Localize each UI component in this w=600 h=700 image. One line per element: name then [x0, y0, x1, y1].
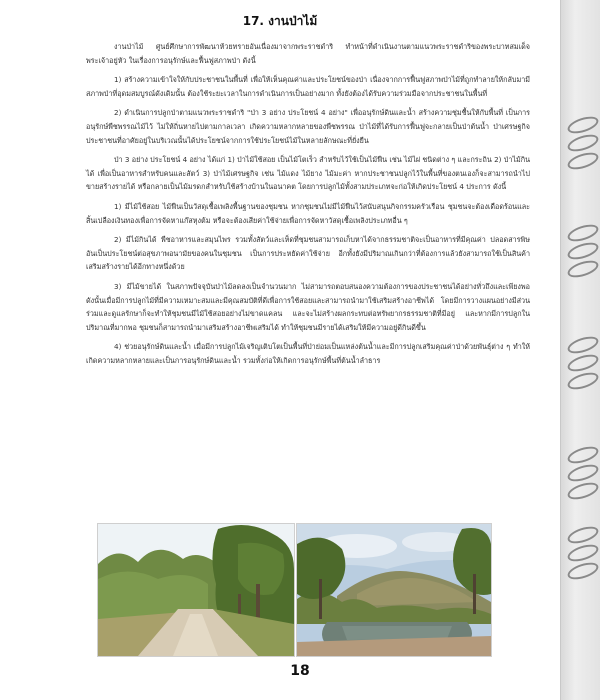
paragraph-benefit-1: 1) มีไม้ใช้สอย ไม้ฟืนเป็นวัสดุเชื้อเพลิงพื้นฐานของชุมชน หากชุมชนไม่มีไม้ฟืนไว้สนับสนุนกิจกรรมครัวเรือน ชุมชนจะต้องเดือดร้อนและสิ้นเปลืองเงินทองเพื่อการจัดหาแก๊สหุงต้ม หรือจะต้องเสียค่าใช้จ่ายเพื่อการจัดหาวัสดุเชื้อเพลิงประเภทอื่น ๆ	[86, 201, 530, 225]
paragraph-three-forests: ป่า 3 อย่าง ประโยชน์ 4 อย่าง ได้แก่ 1) ป่าไม้ใช้สอย เป็นไม้โตเร็ว สำหรับไว้ใช้เป็นไม้ฟืน เช่น ไม้ไผ่ ชนิดต่าง ๆ และกระถิน 2) ป่าไม้กินได้ เพื่อเป็นอาหารสำหรับคนและสัตว์ 3) ป่าไม้เศรษฐกิจ เช่น ไม้แดง ไม้ยาง ไม้มะค่า หากประชาชนปลูกไว้ในพื้นที่ของตนเองก็จะสามารถนำไปขายสร้างรายได้ หรือกลายเป็นไม้มรดกสำหรับใช้สร้างบ้านในอนาคต โดยการปลูกไม้ทั้งสามประเภทจะก่อให้เกิดประโยชน์ 4 ประการ ดังนี้	[86, 155, 530, 192]
forest-road-photo-image	[98, 524, 294, 656]
paragraph-benefit-3: 3) มีไม้ขายได้ ในสภาพปัจจุบันป่าไม้ลดลงเป็นจำนวนมาก ไม่สามารถตอบสนองความต้องการของประชาชนได้อย่างทั่วถึงและเพียงพอ ดังนั้นเมื่อมีการปลูกไม้ที่มีความเหมาะสมและมีคุณสมบัติที่ดีเพื่อการใช้สอยและสามารถนำมาใช้เสริมสร้างอาชีพได้ โดยมีการวางแผนอย่างมีส่วนร่วมและดูแลรักษาก็จะทำให้ชุมชนมีไม้ใช้สอยอย่างไม่ขาดแคลน และจะไม่สร้างผลกระทบต่อทรัพยากรธรรมชาติที่มีอยู่ และหากมีการปลูกในปริมาณที่มากพอ ชุมชนก็สามารถนำมาเสริมสร้างอาชีพเสริมได้ ทำให้ชุมชนมีรายได้เสริมให้มีความอยู่ดีกินดีขึ้น	[86, 281, 530, 332]
binder-ring-icon	[566, 333, 600, 356]
binder-ring-icon	[566, 221, 600, 244]
page-number: 18	[290, 663, 310, 679]
binder-ring-icon	[566, 479, 600, 502]
body-text	[86, 40, 530, 373]
paragraph-benefit-4: 4) ช่วยอนุรักษ์ดินและน้ำ เมื่อมีการปลูกไม้เจริญเติบโตเป็นพื้นที่ป่าย่อมเป็นแหล่งต้นน้ำและมีการปลูกเสริมคุณค่าป่าด้วยพันธุ์ต่าง ๆ ทำให้เกิดความหลากหลายและเป็นการอนุรักษ์ดินและน้ำ รวมทั้งก่อให้เกิดการอนุรักษ์พื้นที่ต้นน้ำลำธาร	[86, 342, 530, 365]
binder-ring-icon	[566, 443, 600, 466]
paragraph-item-1: 1) สร้างความเข้าใจให้กับประชาชนในพื้นที่ เพื่อให้เห็นคุณค่าและประโยชน์ของป่า เนื่องจากการฟื้นฟูสภาพป่าไม้ที่ถูกทำลายให้กลับมามีสภาพป่าที่อุดมสมบูรณ์ดังเดิมนั้น ต้องใช้ระยะเวลาในการดำเนินการเป็นอย่างมาก ทั้งยังต้องได้รับความร่วมมือจากประชาชนในพื้นที่	[86, 75, 530, 98]
binder-ring-icon	[566, 113, 600, 136]
binder-spine	[560, 0, 600, 700]
forest-road-photo	[97, 523, 295, 657]
binder-ring-icon	[566, 257, 600, 280]
paragraph-item-2: 2) ดำเนินการปลูกป่าตามแนวพระราชดำริ "ป่า 3 อย่าง ประโยชน์ 4 อย่าง" เพื่ออนุรักษ์ดินและน้ำ สร้างความชุ่มชื้นให้กับพื้นที่ เป็นการอนุรักษ์พืชพรรณไม้ไว้ ไม่ให้ถิ่นหายไปตามกาลเวลา เกิดความหลากหลายของพืชพรรณ ป่าไม้ที่ได้รับการฟื้นฟูจะกลายเป็นป่าต้นน้ำ ป่าเศรษฐกิจ ประชาชนที่อาศัยอยู่ในบริเวณนั้นได้ประโยชน์จากการใช้ประโยชน์ไม้ในหลายลักษณะที่ยั่งยืน	[86, 108, 530, 145]
binder-ring-icon	[566, 149, 600, 172]
binder-ring-icon	[566, 369, 600, 392]
hill-pond-photo-image	[297, 524, 491, 656]
page-title: 17. งานป่าไม้	[242, 14, 318, 28]
binder-ring-icon	[566, 541, 600, 564]
binder-ring-icon	[566, 131, 600, 154]
hill-pond-photo	[296, 523, 492, 657]
binder-ring-icon	[566, 351, 600, 374]
binder-ring-icon	[566, 239, 600, 262]
binder-ring-icon	[566, 523, 600, 546]
binder-ring-icon	[566, 461, 600, 484]
binder-ring-icon	[566, 559, 600, 582]
paragraph-benefit-2: 2) มีไม้กินได้ พืชอาหารและสมุนไพร รวมทั้งสัตว์และเห็ดที่ชุมชนสามารถเก็บหาได้จากธรรมชาติจะเป็นอาหารที่มีคุณค่า ปลอดสารพิษ อันเป็นประโยชน์ต่อสุขภาพอนามัยของคนในชุมชน เป็นการประหยัดค่าใช้จ่าย อีกทั้งยังมีปริมาณเกินกว่าที่ต้องการแล้วยังสามารถใช้เป็นสินค้าเสริมสร้างรายได้อีกทางหนึ่งด้วย	[86, 235, 530, 272]
paragraph-intro: งานป่าไม้ ศูนย์ศึกษาการพัฒนาห้วยทรายอันเนื่องมาจากพระราชดำริ ทำหน้าที่ดำเนินงานตามแนวพระราชดำริของพระบาทสมเด็จพระเจ้าอยู่หัว ในเรื่องการอนุรักษ์และฟื้นฟูสภาพป่า ดังนี้	[86, 42, 530, 65]
